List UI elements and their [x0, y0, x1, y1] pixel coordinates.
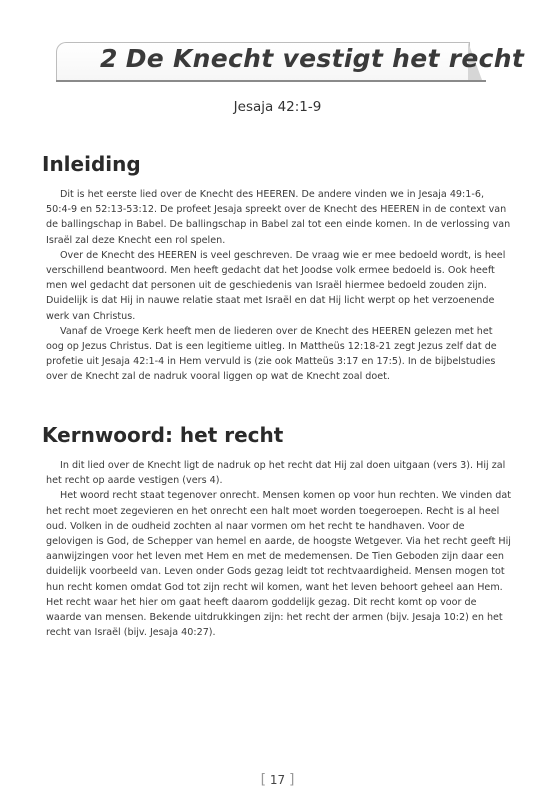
chapter-rule	[56, 80, 486, 82]
section-heading-inleiding: Inleiding	[42, 152, 141, 176]
section-body-kernwoord	[46, 458, 511, 640]
page-number	[0, 772, 555, 788]
chapter-title	[100, 44, 524, 73]
chapter-title-text: De Knecht vestigt het recht	[125, 44, 525, 73]
paragraph: Dit is het eerste lied over de Knecht des HEEREN. De andere vinden we in Jesaja 49:1-6, 50:4-9 en 52:13-53:12. De profeet Jesaja spreekt over de Knecht des HEEREN in de context van de ballingschap in Babel. De ballingschap in Babel zal tot een einde komen. In de verlossing van Israël zal deze Knecht een rol spelen.	[46, 189, 511, 246]
section-heading-kernwoord: Kernwoord: het recht	[42, 423, 284, 447]
paragraph: Over de Knecht des HEEREN is veel geschreven. De vraag wie er mee bedoeld wordt, is heel verschillend beantwoord. Men heeft gedacht dat het Joodse volk ermee bedoeld is. Ook heeft men wel gedacht dat personen uit de geschiedenis van Israël hiermee bedoeld zouden zijn. Duidelijk is dat Hij in nauwe relatie staat met Israël en dat Hij licht werpt op het verzoenende werk van Christus.	[46, 249, 506, 322]
page-number-value: 17	[269, 773, 286, 787]
page-number-bracket-open: [	[260, 772, 267, 788]
scripture-reference: Jesaja 42:1-9	[233, 99, 322, 115]
paragraph: In dit lied over de Knecht ligt de nadruk op het recht dat Hij zal doen uitgaan (vers 3). Hij zal het recht op aarde vestigen (vers 4).	[46, 460, 506, 487]
paragraph: Het woord recht staat tegenover onrecht. Mensen komen op voor hun rechten. We vinden dat het recht moet zegevieren en het onrecht een halt moet worden toegeroepen. Recht is al heel oud. Volken in de oudheid zochten al naar vormen om het recht te handhaven. Voor de gelovigen is God, de Schepper van hemel en aarde, de hoogste Wetgever. Via het recht geeft Hij aanwijzingen voor het leven met Hem en met de medemensen. De Tien Geboden zijn daar een duidelijk voorbeeld van. Leven onder Gods gezag leidt tot rechtvaardigheid. Mensen mogen tot hun recht komen omdat God tot zijn recht wil komen, want het leven behoort geheel aan Hem. Het recht waar het hier om gaat heeft daarom goddelijk gezag. Dit recht komt op voor de waarde van mensen. Bekende uitdrukkingen zijn: het recht der armen (bijv. Jesaja 10:2) en het recht van Israël (bijv. Jesaja 40:27).	[46, 490, 511, 639]
chapter-number: 2	[100, 44, 118, 73]
section-body-inleiding	[46, 187, 511, 385]
paragraph: Vanaf de Vroege Kerk heeft men de liederen over de Knecht des HEEREN gelezen met het oog op Jezus Christus. Dat is een legitieme uitleg. In Mattheüs 12:18-21 zegt Jezus zelf dat de profetie uit Jesaja 42:1-4 in Hem vervuld is (zie ook Matteüs 3:17 en 17:5). In de bijbelstudies over de Knecht zal de nadruk vooral liggen op wat de Knecht zoal doet.	[46, 325, 497, 383]
page-number-bracket-close: ]	[288, 772, 295, 788]
chapter-header	[56, 42, 525, 90]
